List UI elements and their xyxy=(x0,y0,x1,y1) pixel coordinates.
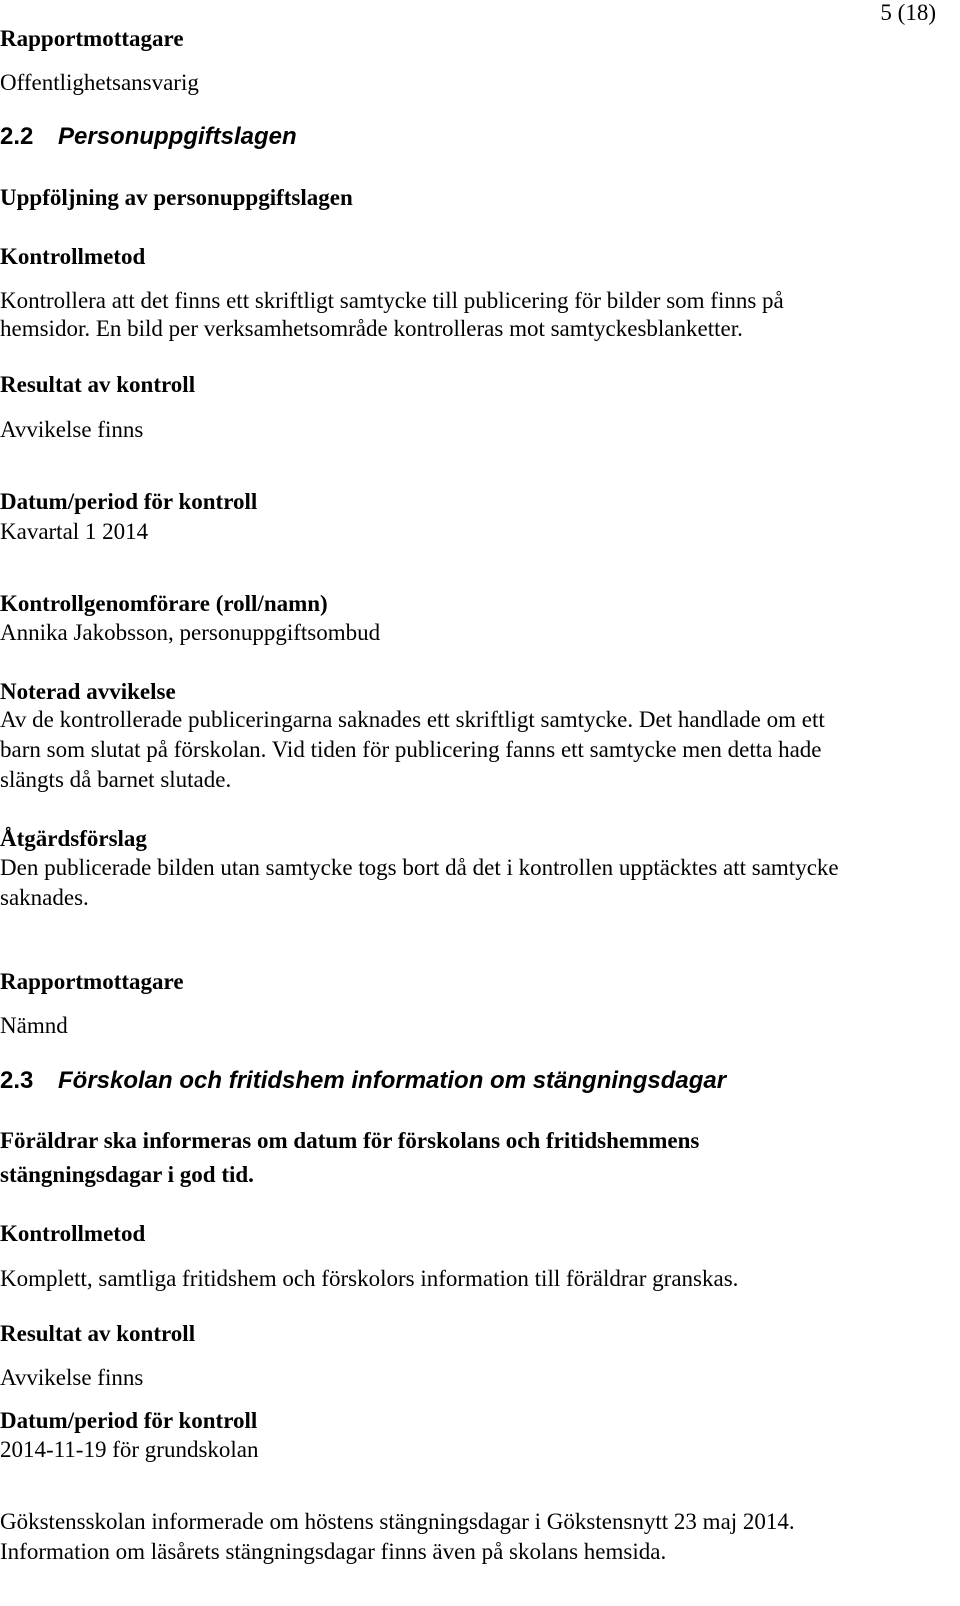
date-heading: Datum/period för kontroll xyxy=(0,1408,258,1433)
section-heading-2-2 xyxy=(0,122,297,152)
section-title: Förskolan och fritidshem information om stängningsdagar xyxy=(58,1067,727,1094)
method-line-1: Kontrollera att det finns ett skriftligt samtycke till publicering för bilder som finns på xyxy=(0,288,784,313)
recipient-heading: Rapportmottagare xyxy=(0,26,184,51)
section-number: 2.3 xyxy=(0,1067,34,1094)
date-value: 2014-11-19 för grundskolan xyxy=(0,1437,259,1462)
performer-value: Annika Jakobsson, personuppgiftsombud xyxy=(0,620,381,645)
deviation-line-3: slängts då barnet slutade. xyxy=(0,767,232,792)
note-line-1: Gökstensskolan informerade om höstens stängningsdagar i Gökstensnytt 23 maj 2014. xyxy=(0,1509,795,1534)
section-subtitle: Uppföljning av personuppgiftslagen xyxy=(0,185,353,210)
recipient-heading-2-2: Rapportmottagare xyxy=(0,969,184,994)
action-line-2: saknades. xyxy=(0,885,89,910)
section-number: 2.2 xyxy=(0,123,34,150)
note-line-2: Information om läsårets stängningsdagar finns även på skolans hemsida. xyxy=(0,1539,667,1564)
date-heading: Datum/period för kontroll xyxy=(0,489,258,514)
action-line-1: Den publicerade bilden utan samtycke togs bort då det i kontrollen upptäcktes att samtycke xyxy=(0,855,839,880)
section-heading-2-3 xyxy=(0,1066,726,1096)
recipient-value-2-2: Nämnd xyxy=(0,1013,68,1038)
result-value: Avvikelse finns xyxy=(0,417,144,442)
performer-heading: Kontrollgenomförare (roll/namn) xyxy=(0,591,328,616)
section-title: Personuppgiftslagen xyxy=(58,123,297,150)
result-heading: Resultat av kontroll xyxy=(0,1321,196,1346)
method-heading: Kontrollmetod xyxy=(0,1221,146,1246)
result-heading: Resultat av kontroll xyxy=(0,372,196,397)
deviation-line-1: Av de kontrollerade publiceringarna saknades ett skriftligt samtycke. Det handlade om ett xyxy=(0,707,825,732)
method-line-2: hemsidor. En bild per verksamhetsområde kontrolleras mot samtyckesblanketter. xyxy=(0,316,743,341)
method-value: Komplett, samtliga fritidshem och förskolors information till föräldrar granskas. xyxy=(0,1266,739,1291)
date-value: Kavartal 1 2014 xyxy=(0,519,149,544)
deviation-heading: Noterad avvikelse xyxy=(0,679,176,704)
deviation-line-2: barn som slutat på förskolan. Vid tiden för publicering fanns ett samtycke men detta hade xyxy=(0,737,822,762)
page-number: 5 (18) xyxy=(880,0,936,25)
section-subtitle-line-2: stängningsdagar i god tid. xyxy=(0,1162,254,1187)
method-heading: Kontrollmetod xyxy=(0,244,146,269)
recipient-value: Offentlighetsansvarig xyxy=(0,70,199,95)
result-value: Avvikelse finns xyxy=(0,1365,144,1390)
action-heading: Åtgärdsförslag xyxy=(0,826,147,851)
section-subtitle-line-1: Föräldrar ska informeras om datum för förskolans och fritidshemmens xyxy=(0,1128,700,1153)
